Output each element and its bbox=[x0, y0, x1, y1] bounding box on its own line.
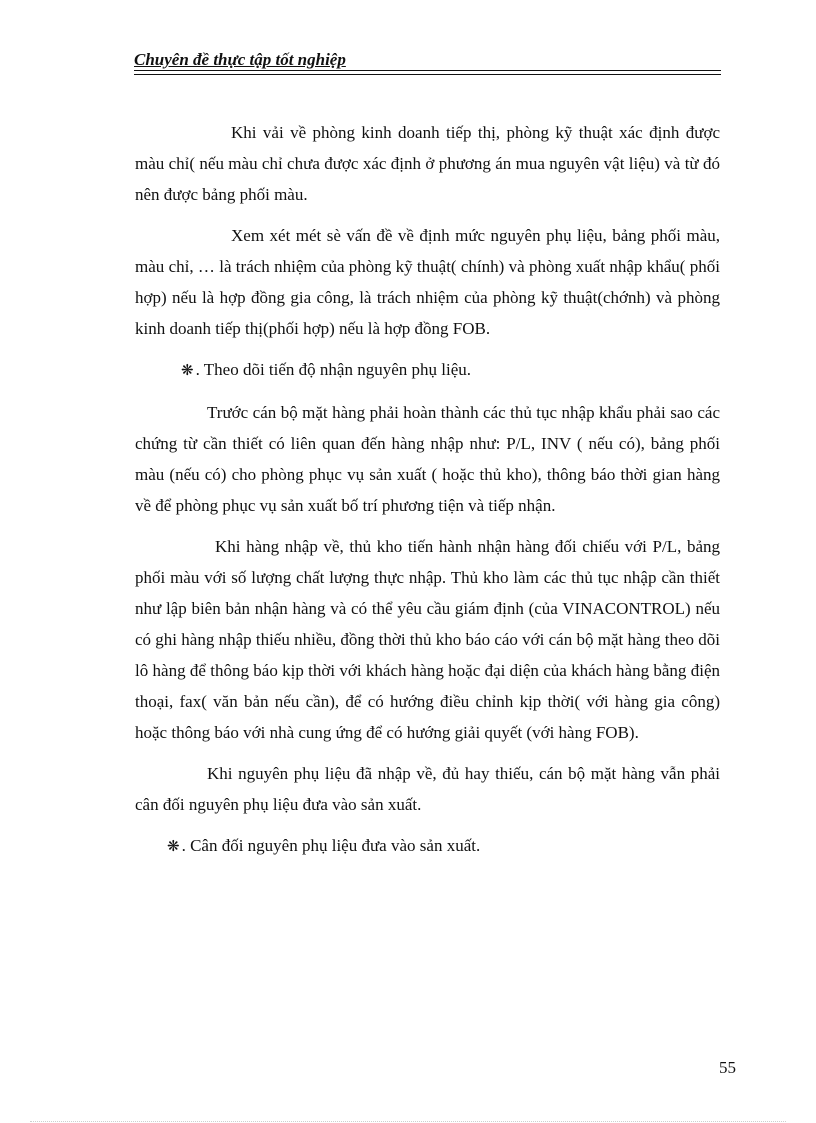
document-body bbox=[135, 117, 720, 873]
bullet-text-2: . Cân đối nguyên phụ liệu đưa vào sản xuất. bbox=[181, 836, 481, 855]
asterisk-bullet-icon: ❋ bbox=[167, 839, 180, 855]
bullet-text-1: . Theo dõi tiến độ nhận nguyên phụ liệu. bbox=[195, 360, 471, 379]
bullet-item-2 bbox=[135, 830, 720, 863]
page-number: 55 bbox=[719, 1058, 736, 1077]
page-bottom-divider bbox=[30, 1121, 786, 1122]
paragraph-4: Khi hàng nhập về, thủ kho tiến hành nhận hàng đối chiếu với P/L, bảng phối màu với số lượng chất lượng thực nhập. Thủ kho làm các thủ tục nhập cần thiết như lập biên bản nhận hàng và có thể yêu cầu giám định (của VINACONTROL) nếu có ghi hàng nhập thiếu nhiều, đồng thời thủ kho báo cáo với cán bộ mặt hàng theo dõi lô hàng để thông báo kịp thời với khách hàng hoặc đại diện của khách hàng bằng điện thoại, fax( văn bản nếu cần), để có hướng điều chỉnh kịp thời( với hàng gia công) hoặc thông báo với nhà cung ứng để có hướng giải quyết (với hàng FOB). bbox=[135, 537, 720, 742]
page-header bbox=[134, 50, 721, 72]
paragraph-5: Khi nguyên phụ liệu đã nhập về, đủ hay thiếu, cán bộ mặt hàng vẫn phải cân đối nguyên phụ liệu đưa vào sản xuất. bbox=[135, 764, 720, 814]
paragraph-3: Trước cán bộ mặt hàng phải hoàn thành các thủ tục nhập khẩu phải sao các chứng từ cần thiết có liên quan đến hàng nhập như: P/L, INV ( nếu có), bảng phối màu (nếu có) cho phòng phục vụ sản xuất ( hoặc thủ kho), thông báo thời gian hàng về để phòng phục vụ sản xuất bố trí phương tiện và tiếp nhận. bbox=[135, 403, 720, 515]
bullet-item-1 bbox=[135, 354, 720, 387]
paragraph-1: Khi vải về phòng kinh doanh tiếp thị, phòng kỹ thuật xác định được màu chỉ( nếu màu chỉ chưa được xác định ở phương án mua nguyên vật liệu) và từ đó nên được bảng phối màu. bbox=[135, 123, 720, 204]
paragraph-2: Xem xét mét sè vấn đề về định mức nguyên phụ liệu, bảng phối màu, màu chỉ, … là trách nhiệm của phòng kỹ thuật( chính) và phòng xuất nhập khẩu( phối hợp) nếu là hợp đồng gia công, là trách nhiệm của phòng kỹ thuật(chớnh) và phòng kinh doanh tiếp thị(phối hợp) nếu là hợp đồng FOB. bbox=[135, 226, 720, 338]
header-double-rule bbox=[134, 70, 721, 75]
header-title: Chuyên đề thực tập tốt nghiệp bbox=[134, 50, 346, 69]
asterisk-bullet-icon: ❋ bbox=[181, 363, 194, 379]
